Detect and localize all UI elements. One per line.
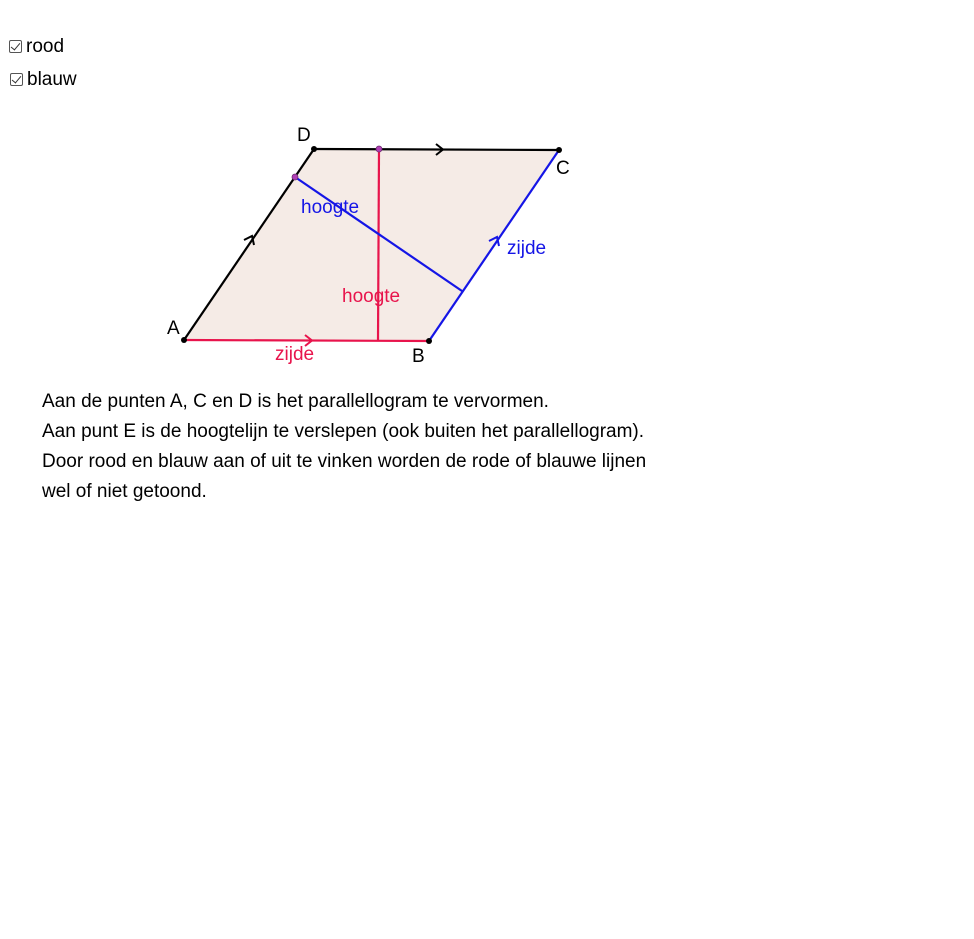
instruction-line: Aan de punten A, C en D is het parallellogram te vervormen. <box>42 391 549 412</box>
side-ab-red <box>184 340 429 341</box>
checkbox-rood-label: rood <box>26 36 65 57</box>
label-red-height: hoogte <box>342 286 401 307</box>
side-dc <box>314 149 559 150</box>
label-d: D <box>297 125 311 146</box>
height-red <box>378 149 379 341</box>
label-blue-side: zijde <box>507 238 547 259</box>
label-c: C <box>556 158 570 179</box>
instruction-line: Aan punt E is de hoogtelijn te verslepen (ook buiten het parallellogram). <box>42 421 645 442</box>
label-red-side: zijde <box>275 344 315 365</box>
label-blue-height: hoogte <box>301 197 360 218</box>
instruction-line: Door rood en blauw aan of uit te vinken worden de rode of blauwe lijnen <box>42 451 647 472</box>
point-e-red[interactable] <box>376 146 382 152</box>
point-b <box>426 338 432 344</box>
label-b: B <box>412 346 425 367</box>
instructions-text <box>42 387 646 507</box>
point-e-blue[interactable] <box>292 174 298 180</box>
parallelogram-fill <box>184 149 559 341</box>
label-a: A <box>167 318 180 339</box>
point-a[interactable] <box>181 337 187 343</box>
instruction-line: wel of niet getoond. <box>42 481 207 502</box>
point-c[interactable] <box>556 147 562 153</box>
point-d[interactable] <box>311 146 317 152</box>
checkbox-blauw-label: blauw <box>27 69 77 90</box>
